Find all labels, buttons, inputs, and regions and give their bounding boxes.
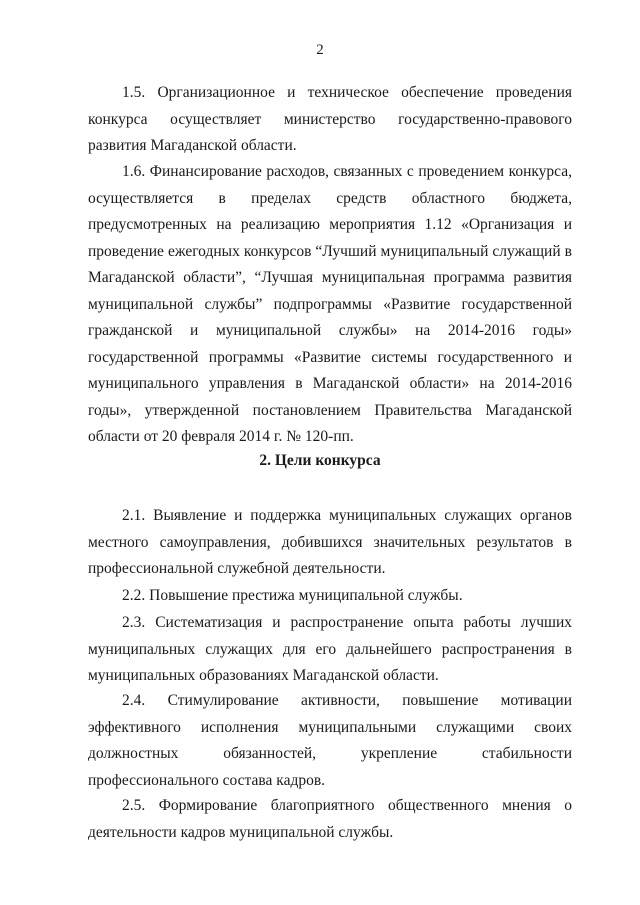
- page-number: 2: [316, 42, 324, 58]
- paragraph-2-4: 2.4. Стимулирование активности, повышение мотивации эффективного исполнения муниципальными служащими своих должностных обязанностей, укрепление стабильности профессионального состава кадров.: [88, 692, 572, 789]
- paragraph-1-5: 1.5. Организационное и техническое обеспечение проведения конкурса осуществляет министерство государственно-правового развития Магаданской области.: [88, 84, 572, 154]
- paragraph-2-2: 2.2. Повышение престижа муниципальной службы.: [122, 587, 463, 604]
- paragraph-2-5: 2.5. Формирование благоприятного общественного мнения о деятельности кадров муниципальной службы.: [88, 797, 572, 841]
- paragraph-2-1: 2.1. Выявление и поддержка муниципальных служащих органов местного самоуправления, добившихся значительных результатов в профессиональной служебной деятельности.: [88, 507, 572, 577]
- section-heading-goals: 2. Цели конкурса: [259, 452, 381, 469]
- paragraph-1-6: 1.6. Финансирование расходов, связанных с проведением конкурса, осуществляется в пределах средств областного бюджета, предусмотренных на реализацию мероприятия 1.12 «Организация и проведение ежегодных конкурсов “Лучший муниципальный служащий в Магаданской области”, “Лучшая муниципальная программа развития муниципальной службы” подпрограммы «Развитие государственной гражданской и муниципальной службы» на 2014-2016 годы» государственной программы «Развитие системы государственного и муниципального управления в Магаданской области» на 2014-2016 годы», утвержденной постановлением Правительства Магаданской области от 20 февраля 2014 г. № 120-пп.: [88, 163, 572, 445]
- paragraph-2-3: 2.3. Систематизация и распространение опыта работы лучших муниципальных служащих для его дальнейшего распространения в муниципальных образованиях Магаданской области.: [88, 614, 572, 684]
